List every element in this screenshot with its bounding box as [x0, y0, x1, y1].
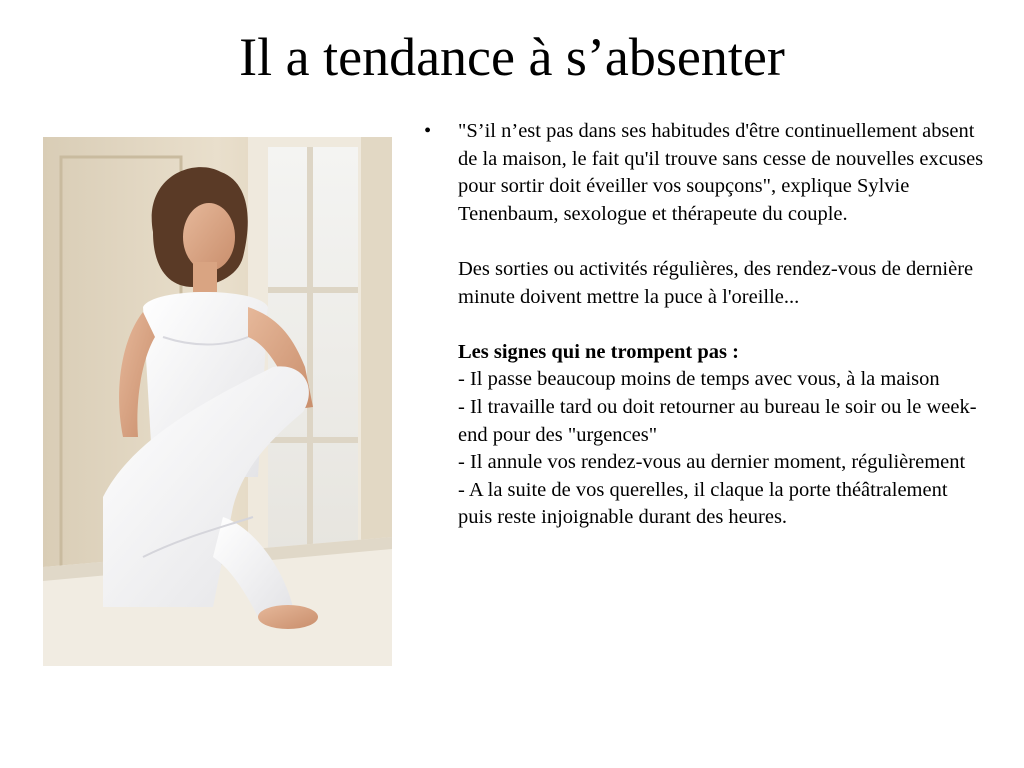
woman-by-window-photo — [43, 137, 392, 666]
sign-item: - Il annule vos rendez-vous au dernier moment, régulièrement — [458, 451, 966, 474]
bullet-text — [458, 118, 984, 532]
sign-item: - Il passe beaucoup moins de temps avec vous, à la maison — [458, 368, 940, 391]
outings-paragraph: Des sorties ou activités régulières, des rendez-vous de dernière minute doivent mettre la puce à l'oreille... — [458, 257, 974, 308]
sign-item: - A la suite de vos querelles, il claque la porte théâtralement puis reste injoignable durant des heures. — [458, 478, 948, 529]
slide-body — [424, 118, 984, 532]
signs-heading: Les signes qui ne trompent pas : — [458, 340, 739, 363]
quote-paragraph: "S’il n’est pas dans ses habitudes d'être continuellement absent de la maison, le fait qu'il trouve sans cesse de nouvelles excuses pour sortir doit éveiller vos soupçons", explique Sylvie Tenenbaum, sexologue et thérapeute du couple. — [458, 120, 984, 225]
bullet-marker: • — [424, 120, 432, 142]
slide-title: Il a tendance à s’absenter — [239, 27, 785, 87]
sign-item: - Il travaille tard ou doit retourner au bureau le soir ou le week-end pour des "urgences" — [458, 395, 977, 446]
